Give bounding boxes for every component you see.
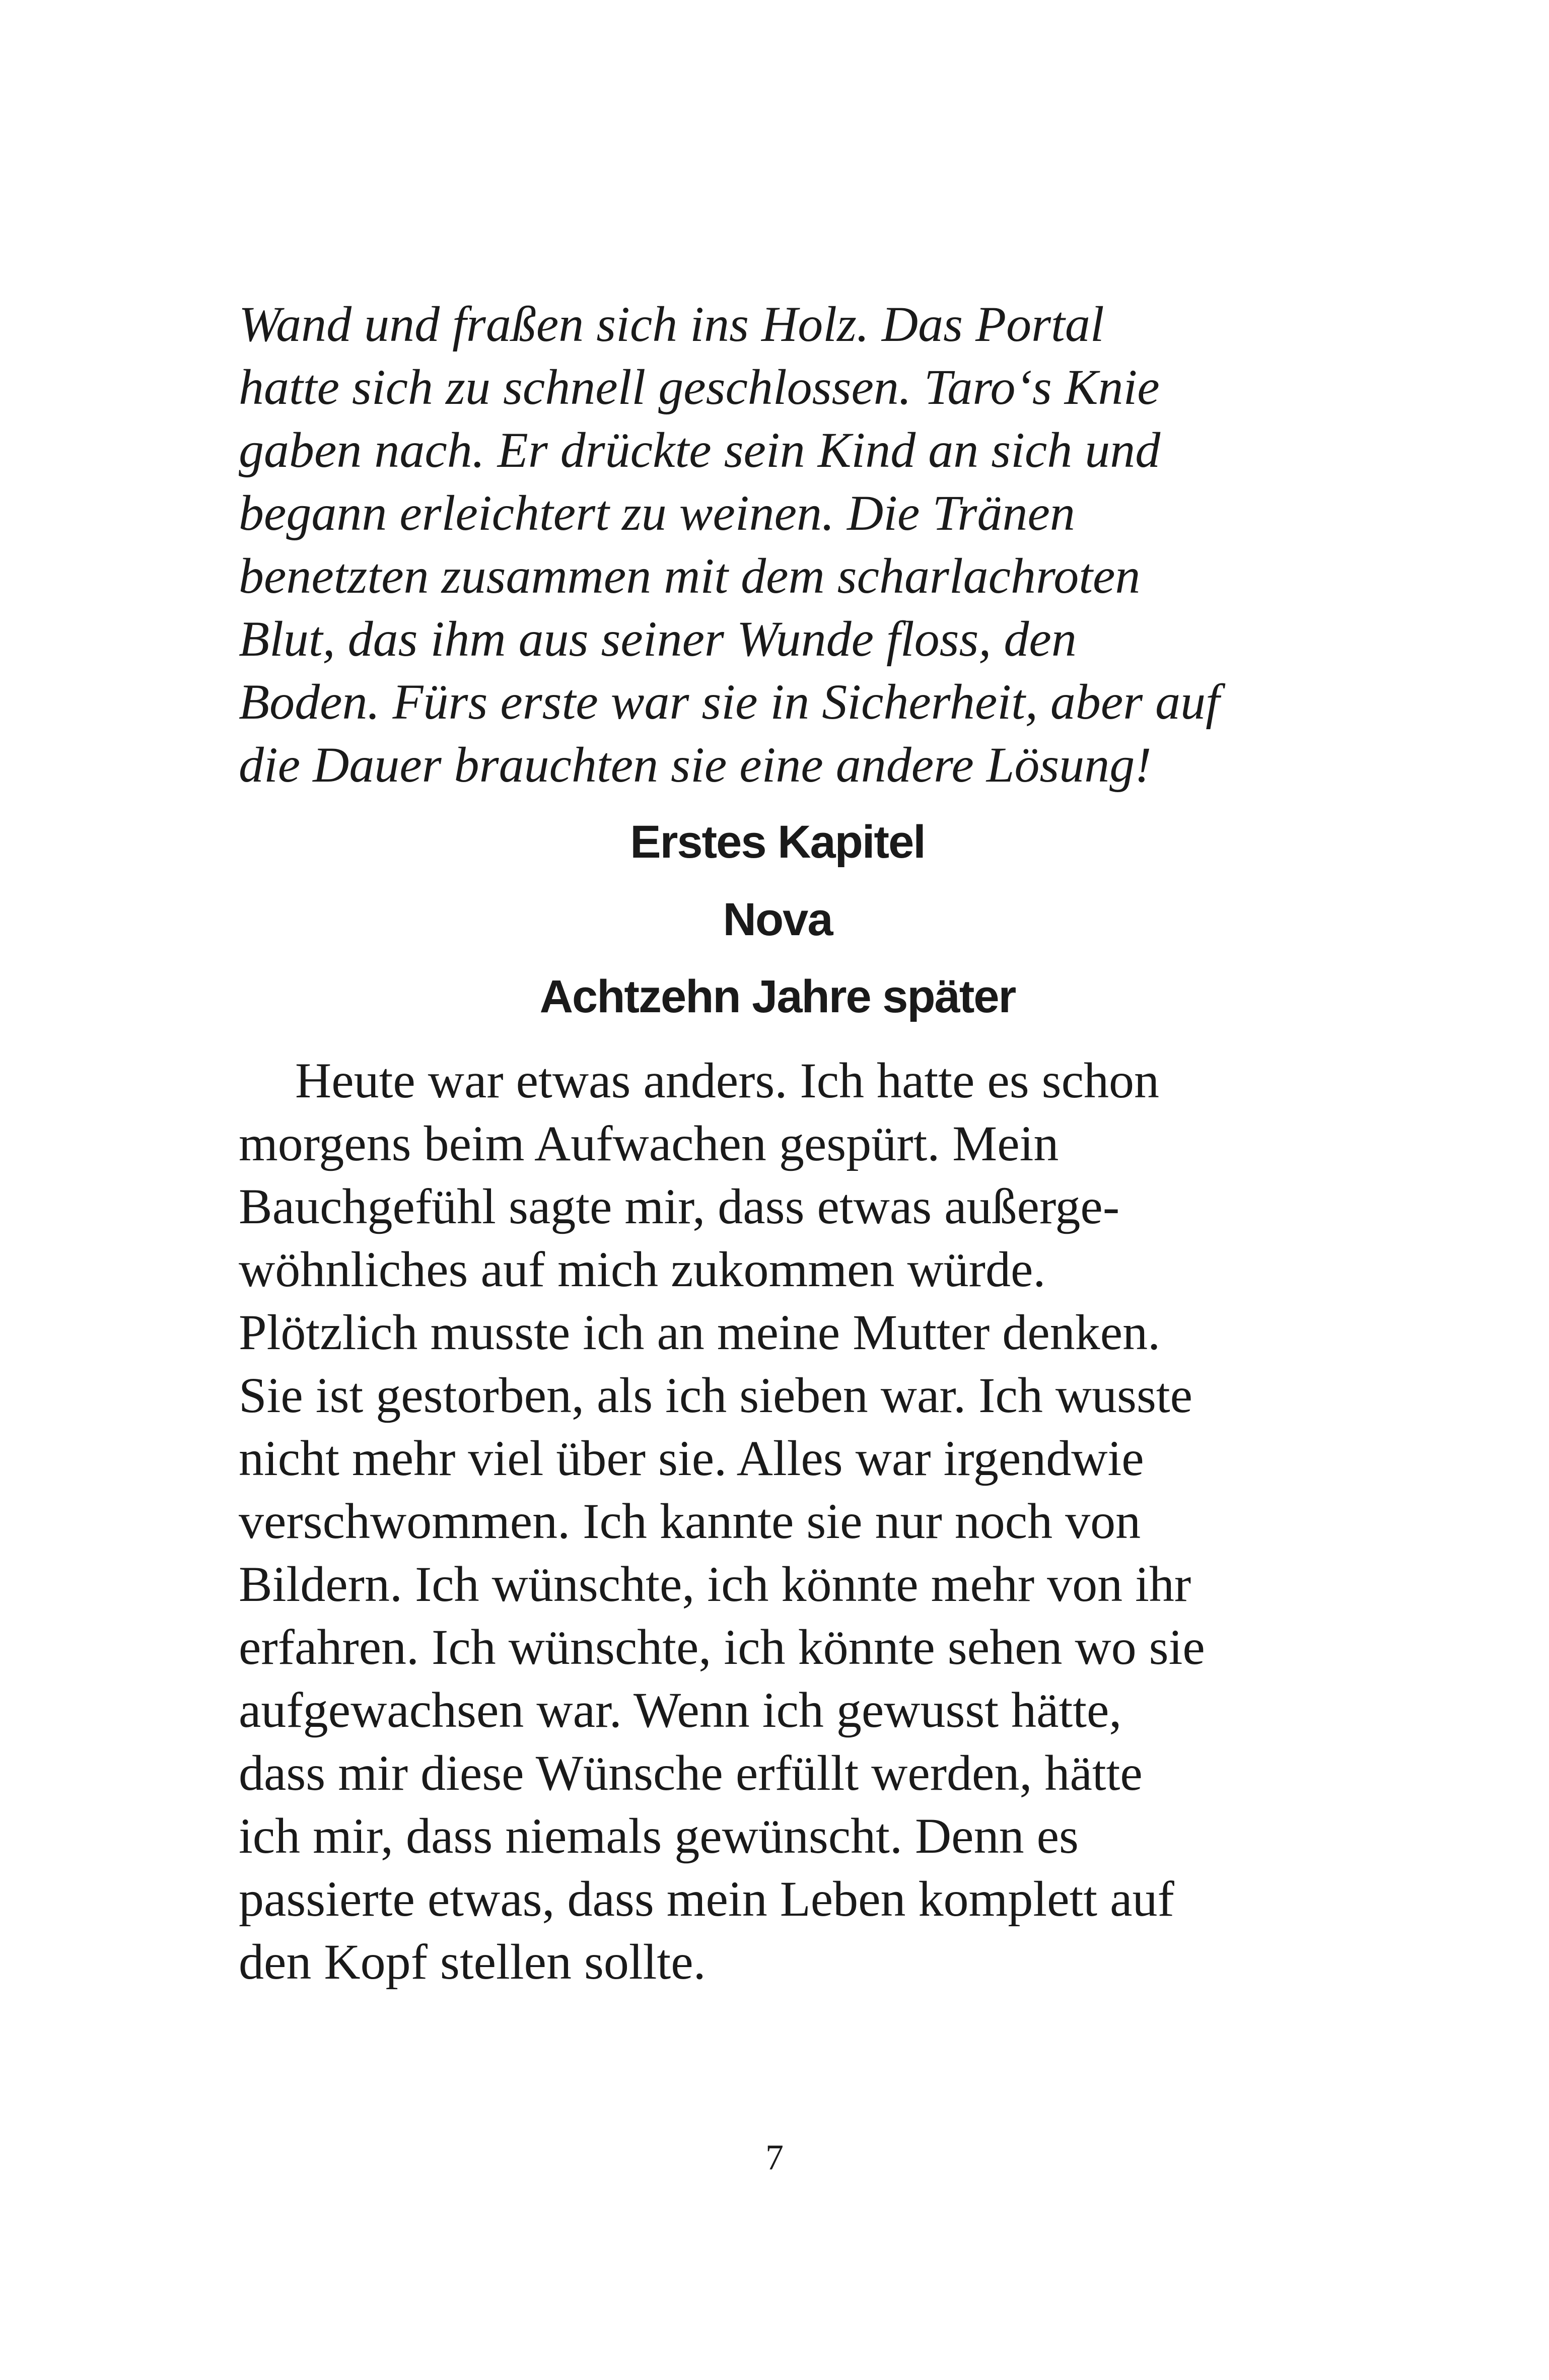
prologue-line: gaben nach. Er drückte sein Kind an sich und [239, 422, 1161, 478]
prologue-line: Wand und fraßen sich ins Holz. Das Portal [239, 296, 1104, 352]
body-line: Heute war etwas anders. Ich hatte es schon [295, 1053, 1159, 1108]
body-line: Bildern. Ich wünschte, ich könnte mehr von ihr [239, 1556, 1191, 1612]
body-line: erfahren. Ich wünschte, ich könnte sehen wo sie [239, 1619, 1205, 1675]
body-line: den Kopf stellen sollte. [239, 1934, 706, 1990]
body-line: passierte etwas, dass mein Leben komplett auf [239, 1871, 1174, 1927]
body-line: dass mir diese Wünsche erfüllt werden, hätte [239, 1745, 1143, 1801]
chapter-title: Erstes Kapitel [630, 816, 925, 868]
body-line: Plötzlich musste ich an meine Mutter denken. [239, 1304, 1161, 1360]
prologue-line: benetzten zusammen mit dem scharlachroten [239, 548, 1141, 604]
body-line: Bauchgefühl sagte mir, dass etwas außerge- [239, 1178, 1120, 1234]
body-line: Sie ist gestorben, als ich sieben war. Ich wusste [239, 1367, 1193, 1423]
body-line: verschwommen. Ich kannte sie nur noch von [239, 1493, 1141, 1549]
body-line: nicht mehr viel über sie. Alles war irgendwie [239, 1430, 1144, 1486]
body-line: aufgewachsen war. Wenn ich gewusst hätte, [239, 1682, 1122, 1738]
chapter-name: Nova [723, 894, 832, 945]
page-number: 7 [765, 2137, 784, 2178]
prologue-line: begann erleichtert zu weinen. Die Tränen [239, 485, 1075, 541]
body-line: ich mir, dass niemals gewünscht. Denn es [239, 1808, 1079, 1864]
chapter-subtitle: Achtzehn Jahre später [539, 971, 1016, 1022]
prologue-line: die Dauer brauchten sie eine andere Lösung! [239, 737, 1152, 793]
prologue-line: Boden. Fürs erste war sie in Sicherheit, aber auf [239, 674, 1220, 730]
body-line: wöhnliches auf mich zukommen würde. [239, 1241, 1046, 1297]
prologue-line: hatte sich zu schnell geschlossen. Taro‘s Knie [239, 359, 1160, 415]
body-line: morgens beim Aufwachen gespürt. Mein [239, 1115, 1059, 1171]
prologue-line: Blut, das ihm aus seiner Wunde floss, den [239, 611, 1077, 667]
